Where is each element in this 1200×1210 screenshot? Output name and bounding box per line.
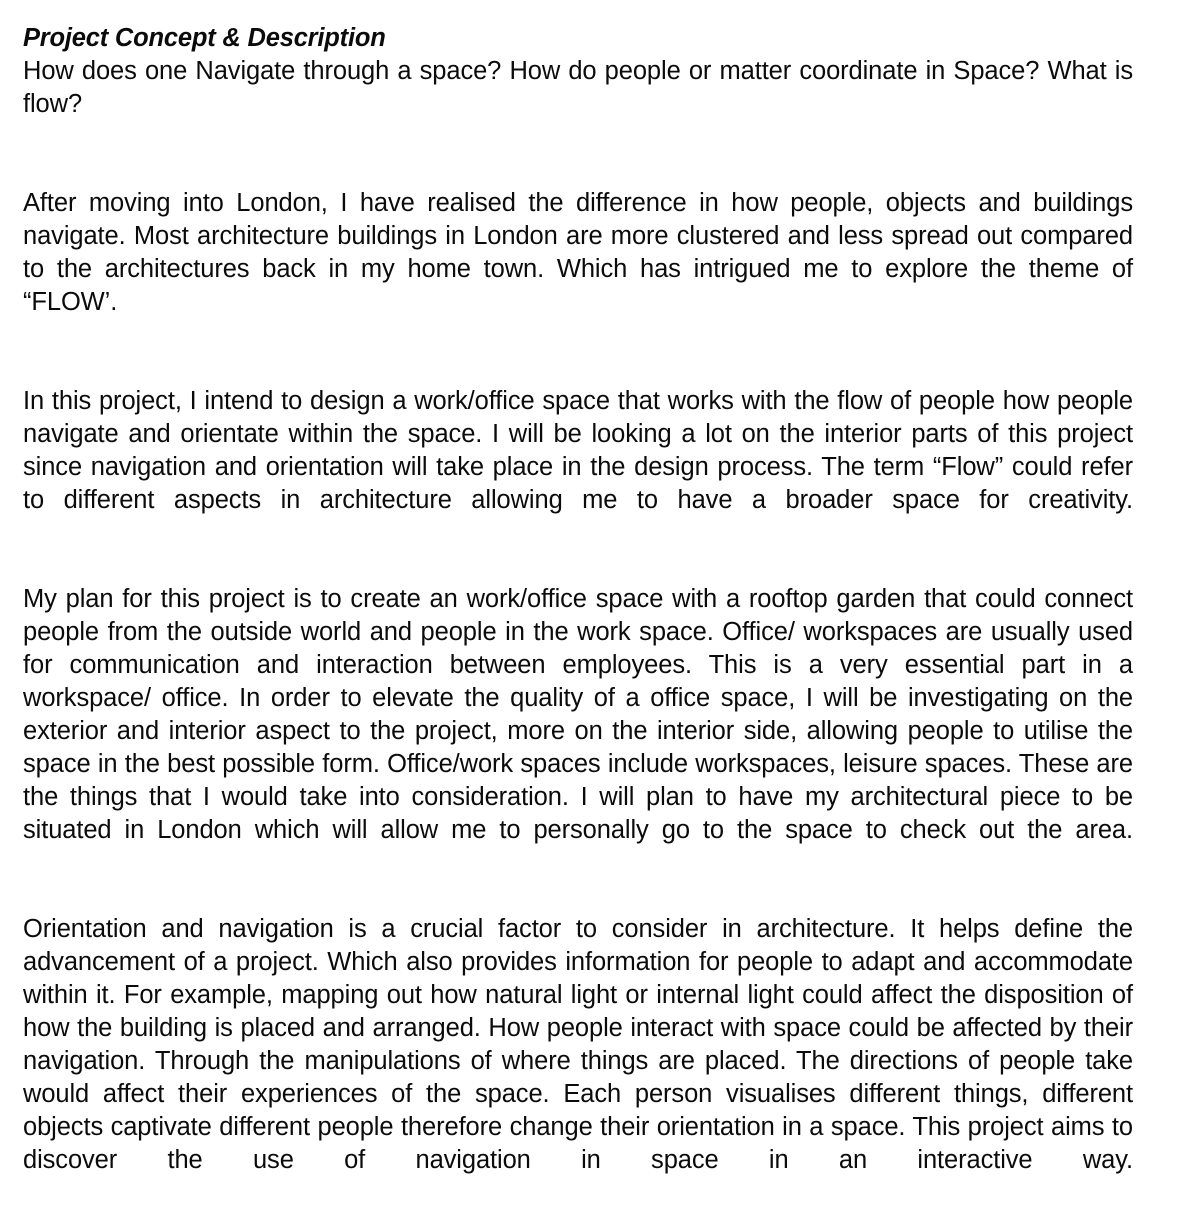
paragraph-orientation-navigation: Orientation and navigation is a crucial factor to consider in architecture. It helps define the advancement of a project. Which also provides information for people to adapt and accommodate within it. For example, mapping out how natural light or internal light could affect the disposition of how the building is placed and arranged. How people interact with space could be affected by their navigation. Through the manipulations of where things are placed. The directions of people take would affect their experiences of the space. Each person visualises different things, different objects captivate different people therefore change their orientation in a space. This project aims to discover the use of navigation in space in an interactive way.: [23, 915, 1133, 1174]
paragraph-project-plan: My plan for this project is to create an work/office space with a rooftop garden that could connect people from the outside world and people in the work space. Office/ workspaces are usually used for communication and interaction between employees. This is a very essential part in a workspace/ office. In order to elevate the quality of a office space, I will be investigating on the exterior and interior aspect to the project, more on the interior side, allowing people to utilise the space in the best possible form. Office/work spaces include workspaces, leisure spaces. These are the things that I would take into consideration. I will plan to have my architectural piece to be situated in London which will allow me to personally go to the space to check out the area.: [23, 585, 1133, 844]
paragraph-intro: How does one Navigate through a space? How do people or matter coordinate in Space? What is flow?: [23, 57, 1133, 118]
paragraph-project-intent: In this project, I intend to design a work/office space that works with the flow of people how people navigate and orientate within the space. I will be looking a lot on the interior parts of this project since navigation and orientation will take place in the design process. The term “Flow” could refer to different aspects in architecture allowing me to have a broader space for creativity.: [23, 387, 1133, 514]
paragraph-london-observation: After moving into London, I have realised the difference in how people, objects and buildings navigate. Most architecture buildings in London are more clustered and less spread out compared to the architectures back in my home town. Which has intrigued me to explore the theme of “FLOW’.: [23, 189, 1133, 316]
page-title: Project Concept & Description: [23, 24, 386, 52]
